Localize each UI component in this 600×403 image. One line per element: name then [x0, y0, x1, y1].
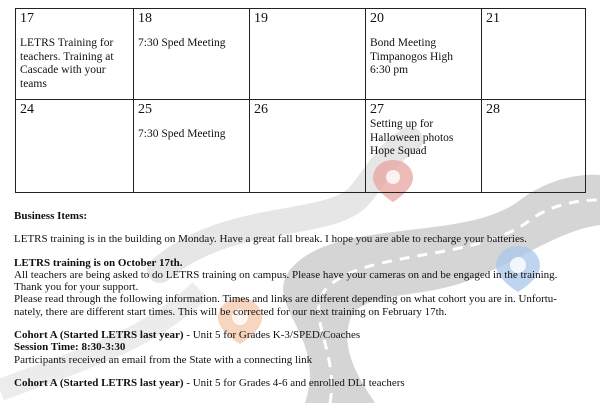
calendar-day-cell	[482, 100, 586, 193]
calendar-day-cell	[134, 9, 250, 100]
cohort-a-session: Session Time: 8:30-3:30	[14, 341, 126, 354]
day-number: 17	[20, 11, 34, 26]
day-number: 18	[138, 11, 152, 26]
business-items-section	[14, 210, 589, 389]
day-number: 21	[486, 11, 500, 26]
day-event: 7:30 Sped Meeting	[138, 128, 226, 140]
business-items-heading: Business Items:	[14, 210, 88, 222]
day-event: Setting up for Halloween photos Hope Squad	[370, 118, 454, 157]
calendar-day-cell	[16, 100, 134, 193]
letrs-paragraph: Please read through the following information. Times and links are different depending on what cohort you are in. Unfortu-	[14, 293, 557, 306]
day-number: 19	[254, 11, 268, 26]
calendar-day-cell	[482, 9, 586, 100]
cohort-a-note: Participants received an email from the State with a connecting link	[14, 353, 313, 366]
calendar-week-row	[16, 9, 586, 100]
day-number: 26	[254, 102, 268, 117]
day-event: Bond Meeting Timpanogos High 6:30 pm	[370, 37, 453, 76]
letrs-paragraph: nately, there are different start times. This will be corrected for our next training on February 17th.	[14, 305, 447, 318]
day-number: 24	[20, 102, 34, 117]
calendar-grid	[15, 8, 586, 193]
cohort-a2-line	[14, 377, 589, 389]
calendar-day-cell	[366, 100, 482, 193]
calendar-day-cell	[250, 9, 366, 100]
day-number: 27	[370, 102, 384, 117]
letrs-heading: LETRS training is on October 17th.	[14, 256, 183, 269]
calendar-day-cell	[16, 9, 134, 100]
calendar-week-row	[16, 100, 586, 193]
day-number: 20	[370, 11, 384, 26]
business-intro: LETRS training is in the building on Monday. Have a great fall break. I hope you are able to recharge your batteries.	[14, 233, 527, 246]
calendar-day-cell	[134, 100, 250, 193]
calendar-day-cell	[250, 100, 366, 193]
day-number: 28	[486, 102, 500, 117]
cohort-a-title: Cohort A (Started LETRS last year)	[14, 329, 184, 342]
day-number: 25	[138, 102, 152, 117]
day-event: LETRS Training for teachers. Training at Cascade with your teams	[20, 37, 114, 90]
cohort-a2-title: Cohort A (Started LETRS last year)	[14, 376, 184, 389]
letrs-paragraph: Thank you for your support.	[14, 281, 139, 294]
cohort-a-line	[14, 329, 589, 341]
day-event: 7:30 Sped Meeting	[138, 37, 226, 49]
calendar-day-cell	[366, 9, 482, 100]
letrs-paragraph: All teachers are being asked to do LETRS training on campus. Please have your cameras on and be engaged in the training.	[14, 268, 558, 281]
cohort-a2-description: - Unit 5 for Grades 4-6 and enrolled DLI teachers	[183, 376, 405, 389]
cohort-a-description: - Unit 5 for Grades K-3/SPED/Coaches	[183, 329, 361, 342]
